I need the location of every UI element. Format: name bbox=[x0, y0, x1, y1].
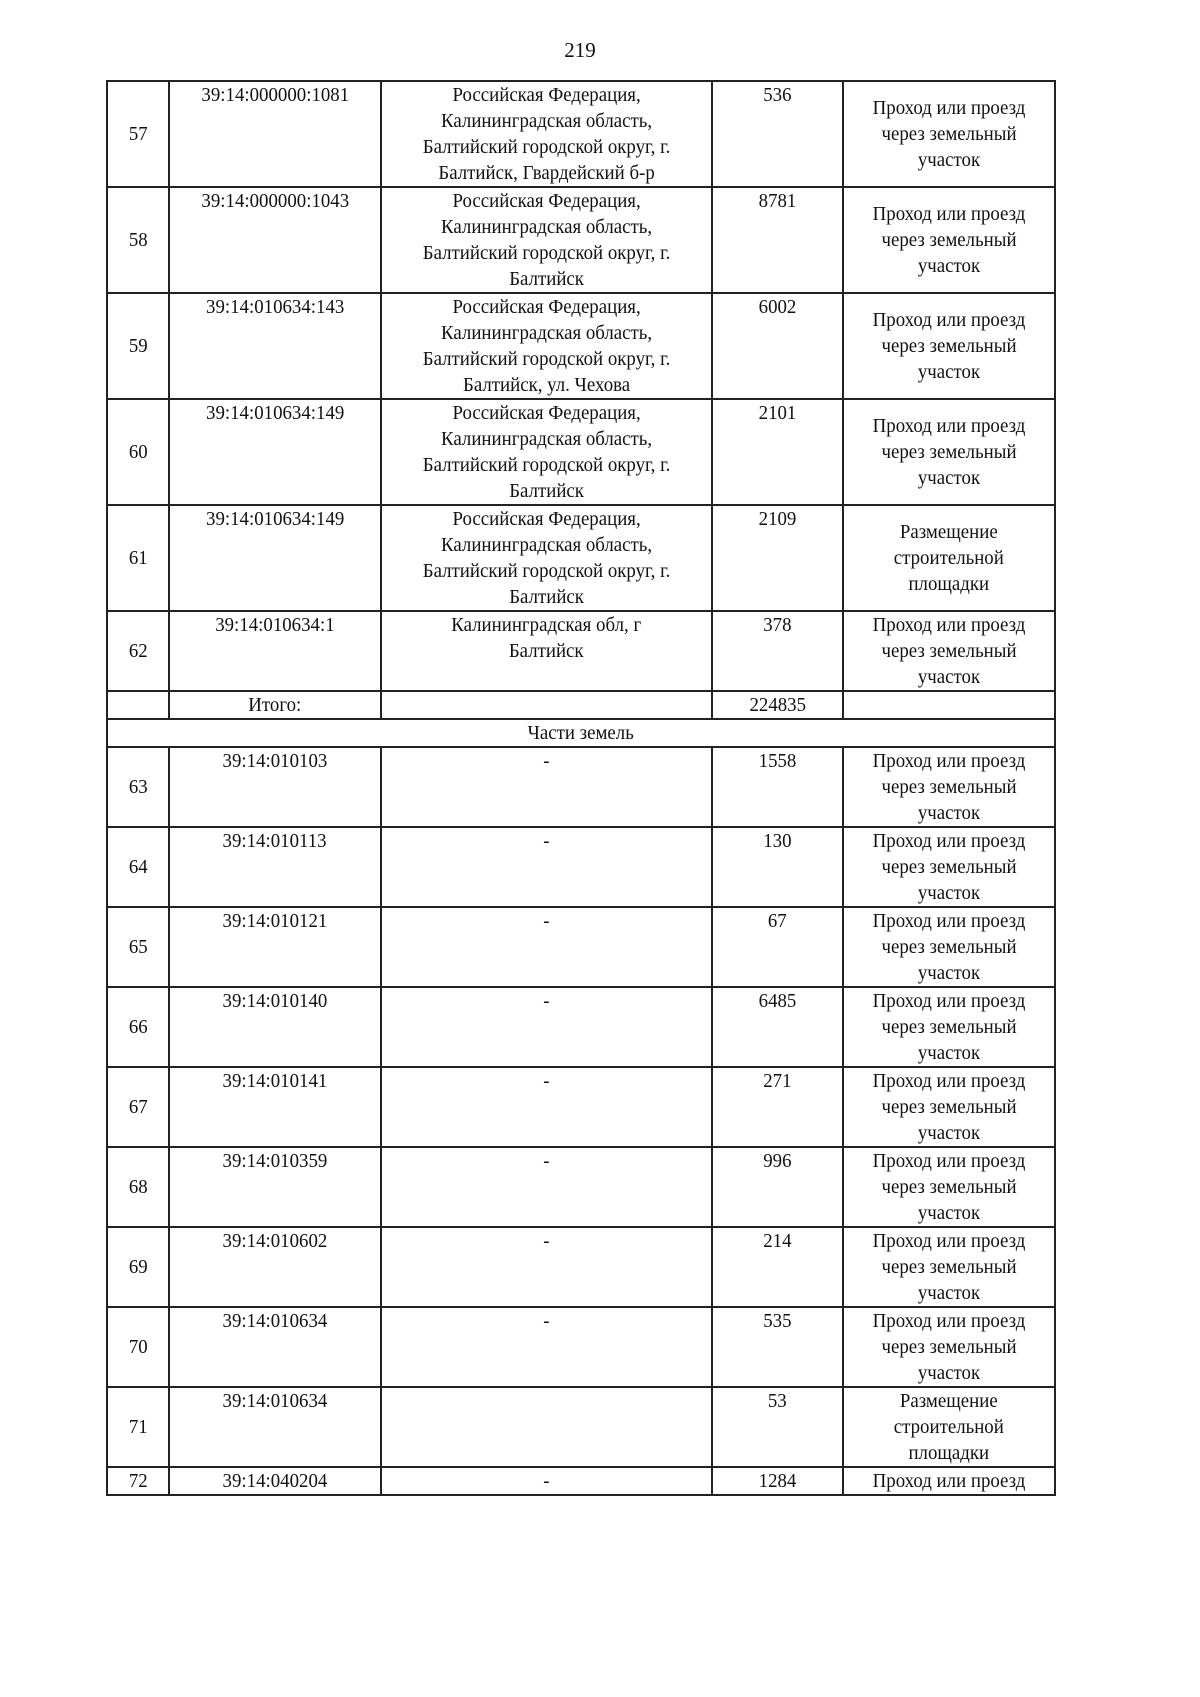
cadastral-number: 39:14:010634:149 bbox=[205, 508, 345, 530]
purpose-cell bbox=[843, 187, 1055, 293]
cadastral-number-cell bbox=[169, 1227, 381, 1307]
row-number: 65 bbox=[128, 936, 148, 958]
address-cell bbox=[381, 987, 712, 1067]
row-number: 66 bbox=[128, 1016, 148, 1038]
cadastral-number: 39:14:010634:143 bbox=[205, 296, 345, 318]
address-cell bbox=[381, 907, 712, 987]
purpose-cell bbox=[843, 907, 1055, 987]
address-cell bbox=[381, 1227, 712, 1307]
purpose-cell bbox=[843, 1387, 1055, 1467]
area-cell bbox=[712, 987, 843, 1067]
table-row bbox=[107, 611, 1055, 691]
area: 1284 bbox=[758, 1470, 797, 1492]
purpose: Проход или проезд через земельный участок bbox=[872, 97, 1026, 171]
area-cell bbox=[712, 827, 843, 907]
purpose: Проход или проезд через земельный участок bbox=[872, 830, 1026, 904]
row-number-cell bbox=[107, 399, 169, 505]
row-number: 58 bbox=[128, 229, 148, 251]
cadastral-number-cell bbox=[169, 1387, 381, 1467]
purpose-cell bbox=[843, 81, 1055, 187]
purpose: Проход или проезд через земельный участок bbox=[872, 910, 1026, 984]
cadastral-number-cell bbox=[169, 611, 381, 691]
area-cell bbox=[712, 81, 843, 187]
purpose: Проход или проезд через земельный участок bbox=[872, 1310, 1026, 1384]
area-cell bbox=[712, 1307, 843, 1387]
cadastral-number: 39:14:010141 bbox=[222, 1070, 328, 1092]
address-cell bbox=[381, 81, 712, 187]
area: 214 bbox=[763, 1230, 792, 1252]
cadastral-number-cell bbox=[169, 81, 381, 187]
row-number-cell bbox=[107, 1307, 169, 1387]
cadastral-number: 39:14:010103 bbox=[222, 750, 328, 772]
table-row bbox=[107, 1307, 1055, 1387]
cadastral-number: 39:14:010634:1 bbox=[215, 614, 335, 636]
address-cell bbox=[381, 1307, 712, 1387]
address: - bbox=[543, 910, 550, 932]
row-number-cell bbox=[107, 187, 169, 293]
cadastral-number: 39:14:010140 bbox=[222, 990, 328, 1012]
table-row bbox=[107, 187, 1055, 293]
area-cell bbox=[712, 1147, 843, 1227]
address: - bbox=[543, 830, 550, 852]
area-cell bbox=[712, 1387, 843, 1467]
address: Российская Федерация, Калининградская область, Балтийский городской округ, г. Балтийск, Гвардейский б-р bbox=[422, 84, 671, 184]
address: - bbox=[543, 1470, 550, 1492]
purpose-cell bbox=[843, 1467, 1055, 1495]
purpose: Проход или проезд через земельный участок bbox=[872, 415, 1026, 489]
area: 6485 bbox=[758, 990, 797, 1012]
purpose-cell bbox=[843, 1147, 1055, 1227]
area-cell bbox=[712, 399, 843, 505]
purpose-cell bbox=[843, 1307, 1055, 1387]
purpose: Проход или проезд через земельный участок bbox=[872, 1230, 1026, 1304]
total-section bbox=[107, 691, 1055, 747]
table-row bbox=[107, 907, 1055, 987]
address: - bbox=[543, 990, 550, 1012]
address: - bbox=[543, 1070, 550, 1092]
row-number-cell bbox=[107, 747, 169, 827]
area-cell bbox=[712, 611, 843, 691]
purpose: Проход или проезд через земельный участок bbox=[872, 990, 1026, 1064]
address-cell bbox=[381, 293, 712, 399]
cadastral-number-cell bbox=[169, 827, 381, 907]
purpose-cell bbox=[843, 827, 1055, 907]
purpose: Проход или проезд через земельный участок bbox=[872, 203, 1026, 277]
cadastral-number: 39:14:010121 bbox=[222, 910, 328, 932]
area: 378 bbox=[763, 614, 792, 636]
cadastral-number: 39:14:010634 bbox=[222, 1310, 328, 1332]
row-number: 59 bbox=[128, 335, 148, 357]
cadastral-number-cell bbox=[169, 293, 381, 399]
area: 53 bbox=[768, 1390, 787, 1412]
address: Российская Федерация, Калининградская область, Балтийский городской округ, г. Балтийск bbox=[422, 508, 671, 608]
row-number-cell bbox=[107, 1467, 169, 1495]
table-row bbox=[107, 1387, 1055, 1467]
row-number: 72 bbox=[128, 1470, 148, 1492]
table-row bbox=[107, 293, 1055, 399]
purpose-cell bbox=[843, 987, 1055, 1067]
purpose: Размещение строительной площадки bbox=[893, 1390, 1005, 1464]
table-row bbox=[107, 505, 1055, 611]
area-cell bbox=[712, 1227, 843, 1307]
cadastral-number-cell bbox=[169, 1067, 381, 1147]
purpose: Проход или проезд bbox=[872, 1470, 1026, 1492]
purpose: Проход или проезд через земельный участок bbox=[872, 614, 1026, 688]
page-number: 219 bbox=[564, 38, 596, 62]
purpose-cell bbox=[843, 1067, 1055, 1147]
area: 535 bbox=[763, 1310, 792, 1332]
table-row bbox=[107, 1467, 1055, 1495]
purpose-cell bbox=[843, 399, 1055, 505]
row-number-cell bbox=[107, 611, 169, 691]
cadastral-number-cell bbox=[169, 1147, 381, 1227]
purpose: Проход или проезд через земельный участок bbox=[872, 1070, 1026, 1144]
purpose-cell bbox=[843, 505, 1055, 611]
section-header-cell bbox=[107, 719, 1055, 747]
area: 6002 bbox=[758, 296, 797, 318]
cadastral-number-cell bbox=[169, 907, 381, 987]
address: Российская Федерация, Калининградская область, Балтийский городской округ, г. Балтийск bbox=[422, 402, 671, 502]
cadastral-number-cell bbox=[169, 1307, 381, 1387]
total-empty-cell bbox=[381, 691, 712, 719]
row-number-cell bbox=[107, 1067, 169, 1147]
cadastral-number-cell bbox=[169, 1467, 381, 1495]
purpose: Размещение строительной площадки bbox=[893, 521, 1005, 595]
table-row bbox=[107, 747, 1055, 827]
address: - bbox=[543, 1150, 550, 1172]
cadastral-number: 39:14:010359 bbox=[222, 1150, 328, 1172]
row-number: 62 bbox=[128, 640, 148, 662]
purpose: Проход или проезд через земельный участок bbox=[872, 309, 1026, 383]
area: 2109 bbox=[758, 508, 797, 530]
area-cell bbox=[712, 1067, 843, 1147]
row-number-cell bbox=[107, 827, 169, 907]
row-number: 68 bbox=[128, 1176, 148, 1198]
table-row bbox=[107, 81, 1055, 187]
table-row bbox=[107, 1147, 1055, 1227]
row-number-cell bbox=[107, 907, 169, 987]
row-number: 67 bbox=[128, 1096, 148, 1118]
cadastral-number: 39:14:000000:1043 bbox=[201, 190, 349, 212]
row-number-cell bbox=[107, 1147, 169, 1227]
address: - bbox=[543, 1230, 550, 1252]
table-row bbox=[107, 987, 1055, 1067]
plots-section bbox=[107, 81, 1055, 691]
area: 271 bbox=[763, 1070, 792, 1092]
row-number-cell bbox=[107, 1387, 169, 1467]
total-label: Итого: bbox=[248, 694, 302, 716]
area: 8781 bbox=[758, 190, 797, 212]
area-cell bbox=[712, 505, 843, 611]
row-number: 57 bbox=[128, 123, 148, 145]
purpose-cell bbox=[843, 611, 1055, 691]
address-cell bbox=[381, 827, 712, 907]
table-row bbox=[107, 399, 1055, 505]
area: 67 bbox=[768, 910, 787, 932]
address-cell bbox=[381, 1467, 712, 1495]
cadastral-number: 39:14:010634:149 bbox=[205, 402, 345, 424]
row-number-cell bbox=[107, 1227, 169, 1307]
total-empty-cell bbox=[843, 691, 1055, 719]
cadastral-number: 39:14:010634 bbox=[222, 1390, 328, 1412]
address-cell bbox=[381, 1147, 712, 1227]
cadastral-number-cell bbox=[169, 747, 381, 827]
table-row bbox=[107, 1067, 1055, 1147]
address-cell bbox=[381, 505, 712, 611]
total-value: 224835 bbox=[749, 694, 806, 716]
total-value-cell bbox=[712, 691, 843, 719]
row-number: 71 bbox=[128, 1416, 148, 1438]
row-number-cell bbox=[107, 505, 169, 611]
purpose-cell bbox=[843, 747, 1055, 827]
section-title: Части земель bbox=[527, 722, 635, 744]
total-empty-cell bbox=[107, 691, 169, 719]
cadastral-number-cell bbox=[169, 505, 381, 611]
address: Российская Федерация, Калининградская область, Балтийский городской округ, г. Балтийск, ул. Чехова bbox=[422, 296, 671, 396]
cadastral-number: 39:14:010602 bbox=[222, 1230, 328, 1252]
row-number: 63 bbox=[128, 776, 148, 798]
address-cell bbox=[381, 187, 712, 293]
purpose-cell bbox=[843, 293, 1055, 399]
address: Калининградская обл, г Балтийск bbox=[451, 614, 642, 662]
row-number: 60 bbox=[128, 441, 148, 463]
address-cell bbox=[381, 1387, 712, 1467]
row-number-cell bbox=[107, 293, 169, 399]
address: - bbox=[543, 750, 550, 772]
section-header-row bbox=[107, 719, 1055, 747]
area: 2101 bbox=[758, 402, 797, 424]
cadastral-number: 39:14:010113 bbox=[222, 830, 328, 852]
address-cell bbox=[381, 611, 712, 691]
row-number: 69 bbox=[128, 1256, 148, 1278]
purpose: Проход или проезд через земельный участок bbox=[872, 1150, 1026, 1224]
cadastral-number: 39:14:040204 bbox=[222, 1470, 328, 1492]
total-label-cell bbox=[169, 691, 381, 719]
purpose-cell bbox=[843, 1227, 1055, 1307]
address-cell bbox=[381, 399, 712, 505]
address: Российская Федерация, Калининградская область, Балтийский городской округ, г. Балтийск bbox=[422, 190, 671, 290]
cadastral-number-cell bbox=[169, 187, 381, 293]
area-cell bbox=[712, 1467, 843, 1495]
address: - bbox=[543, 1310, 550, 1332]
row-number: 64 bbox=[128, 856, 148, 878]
area-cell bbox=[712, 907, 843, 987]
address-cell bbox=[381, 1067, 712, 1147]
cadastral-number: 39:14:000000:1081 bbox=[201, 84, 349, 106]
purpose: Проход или проезд через земельный участок bbox=[872, 750, 1026, 824]
row-number: 70 bbox=[128, 1336, 148, 1358]
address-cell bbox=[381, 747, 712, 827]
row-number-cell bbox=[107, 987, 169, 1067]
area-cell bbox=[712, 293, 843, 399]
area-cell bbox=[712, 747, 843, 827]
land-plots-table bbox=[106, 80, 1056, 1496]
total-row bbox=[107, 691, 1055, 719]
row-number-cell bbox=[107, 81, 169, 187]
area: 536 bbox=[763, 84, 792, 106]
table-row bbox=[107, 827, 1055, 907]
cadastral-number-cell bbox=[169, 399, 381, 505]
cadastral-number-cell bbox=[169, 987, 381, 1067]
area: 996 bbox=[763, 1150, 792, 1172]
area-cell bbox=[712, 187, 843, 293]
area: 130 bbox=[763, 830, 792, 852]
row-number: 61 bbox=[128, 547, 148, 569]
land-parts-section bbox=[107, 747, 1055, 1495]
table-row bbox=[107, 1227, 1055, 1307]
area: 1558 bbox=[758, 750, 797, 772]
